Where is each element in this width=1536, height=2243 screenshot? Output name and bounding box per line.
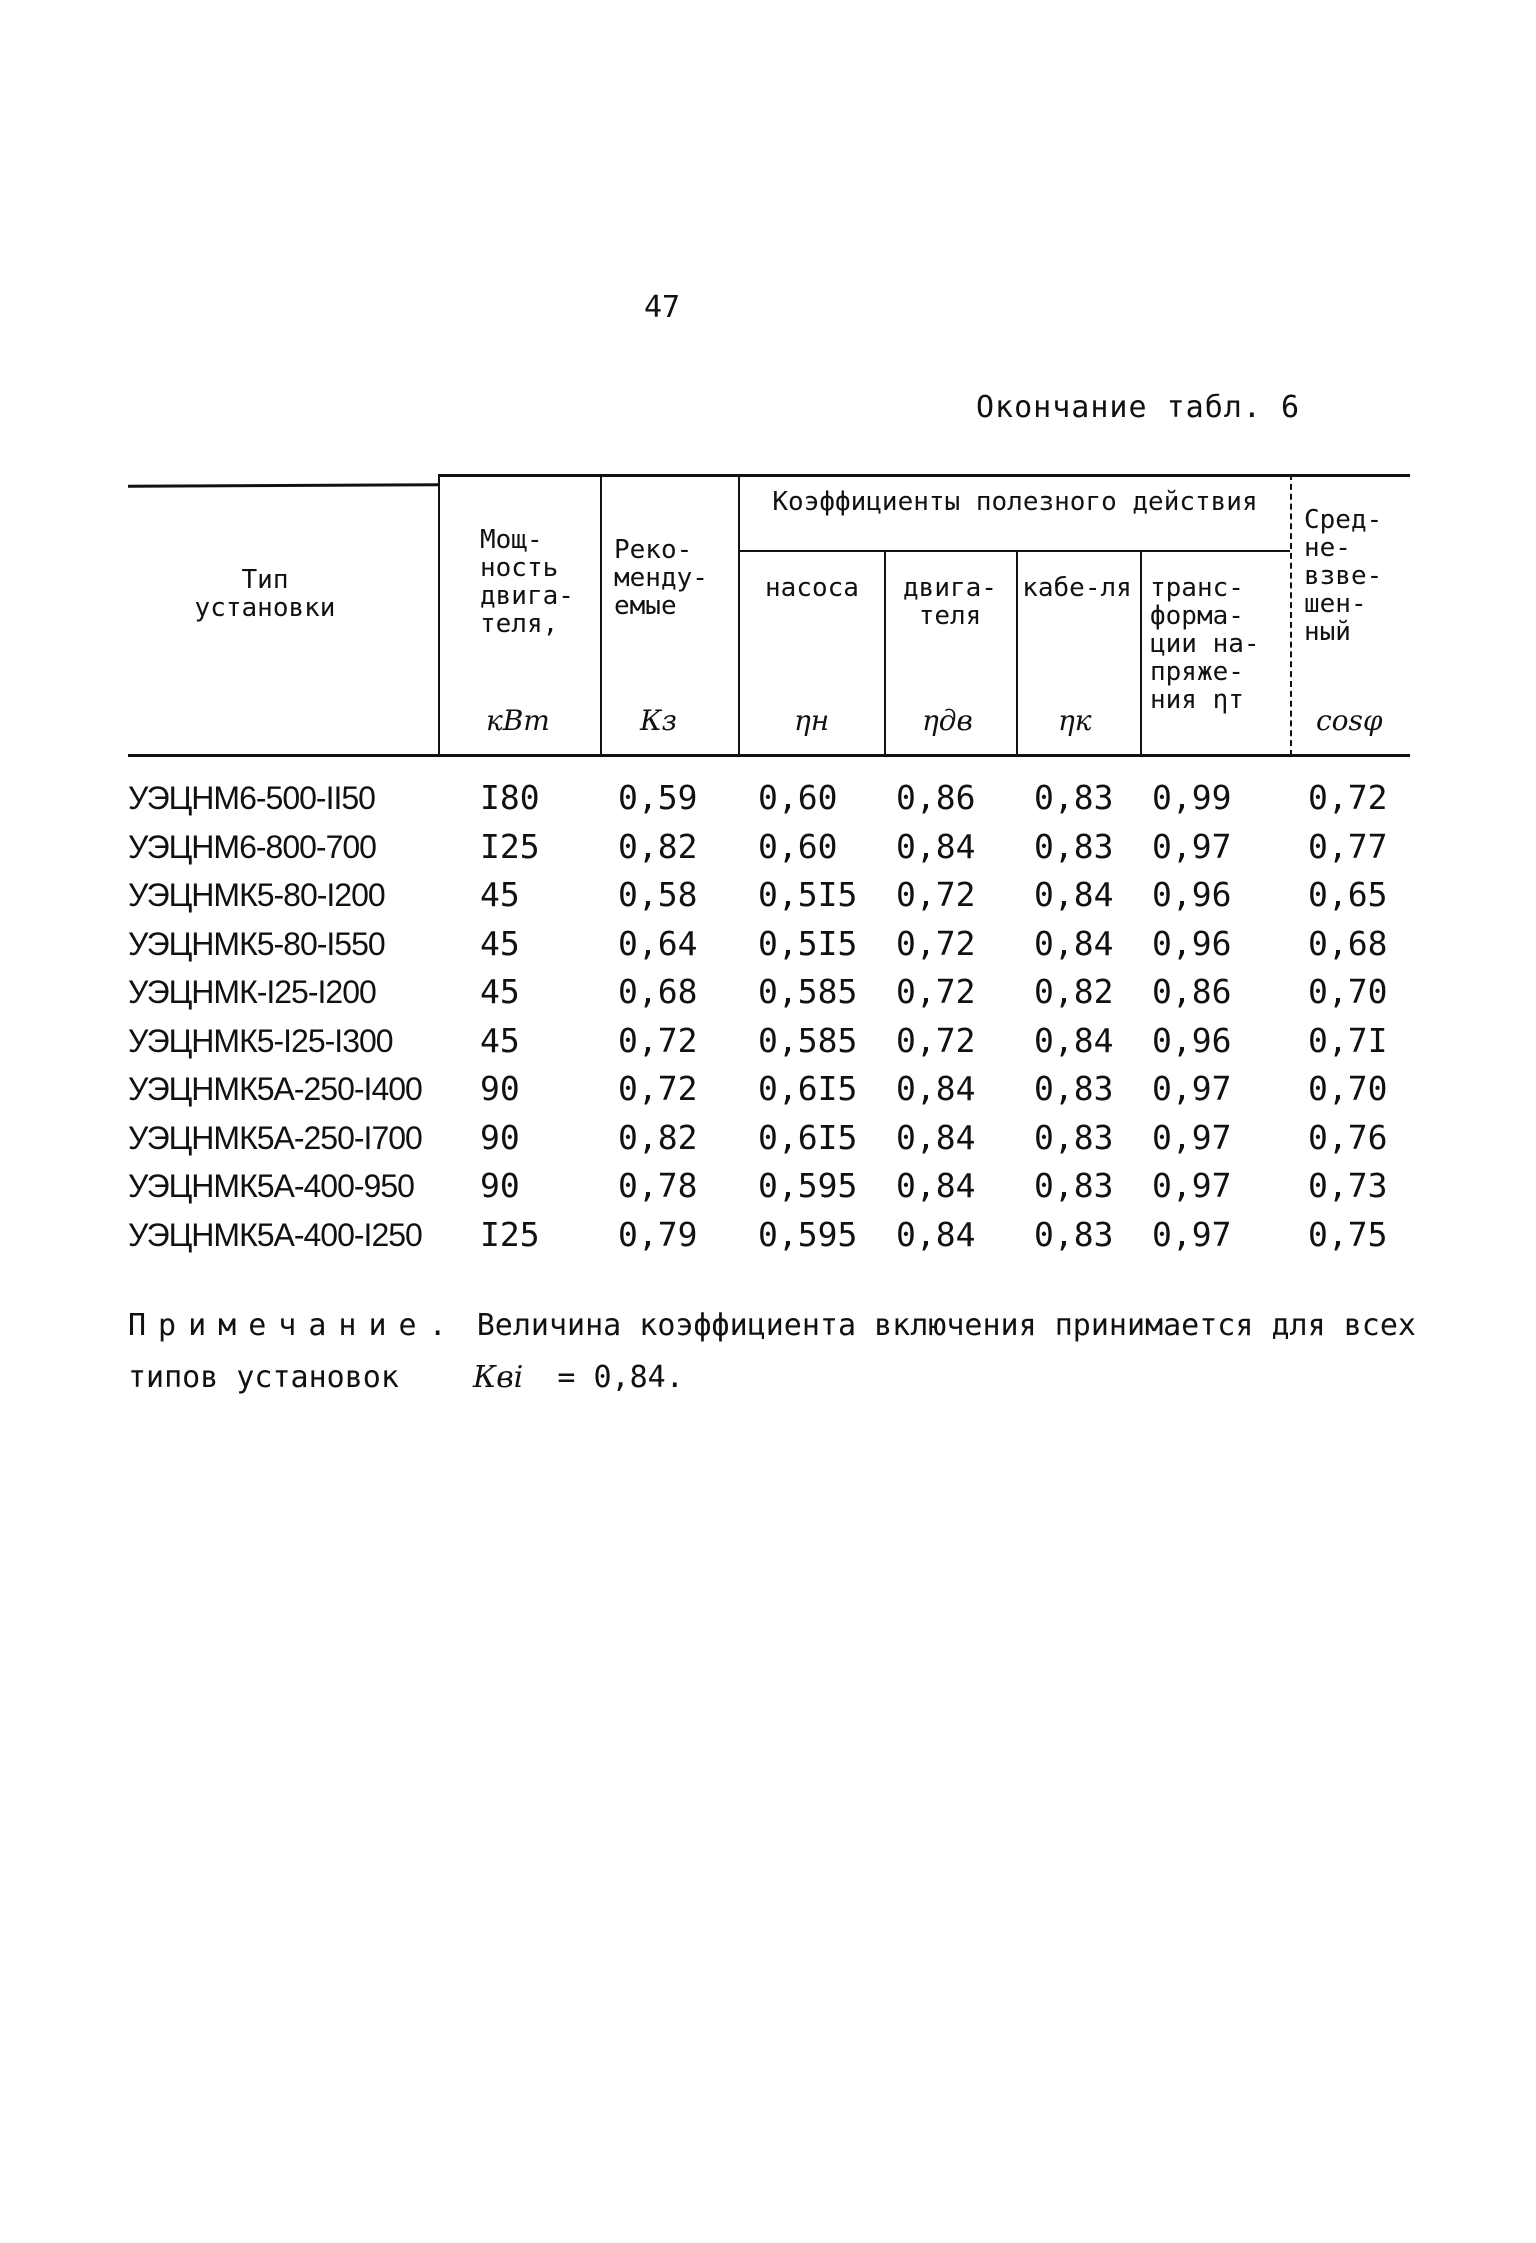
cell-transformer: 0,86: [1152, 972, 1232, 1011]
header-cable: кабе-ля: [1022, 573, 1132, 603]
header-power-unit: кВт: [486, 704, 550, 737]
cell-type: УЭЦНМК5-80-I550: [128, 925, 385, 962]
header-type: Тип установки: [194, 565, 336, 623]
cell-transformer: 0,97: [1152, 826, 1232, 866]
cell-kz: 0,72: [618, 1069, 698, 1108]
cell-kz: 0,58: [618, 875, 698, 914]
header-cos: Сред-не-взве-шен-ный: [1304, 505, 1383, 647]
cell-type: УЭЦНМК5А-400-950: [128, 1168, 414, 1204]
header-cable-sym: ηк: [1058, 704, 1092, 737]
cell-pump: 0,585: [758, 1020, 858, 1060]
column-divider: [738, 474, 740, 756]
efficiency-group-rule: [738, 550, 1290, 552]
table-caption: Окончание табл. 6: [976, 390, 1301, 425]
cell-motor: 0,72: [896, 1020, 976, 1060]
header-pump: насоса: [765, 573, 859, 603]
column-divider: [1016, 552, 1018, 756]
cell-power: I80: [480, 778, 540, 817]
cell-power: 45: [480, 1020, 520, 1060]
cell-transformer: 0,96: [1152, 1020, 1232, 1060]
cell-type: УЭЦНМК5А-250-I400: [128, 1071, 422, 1107]
cell-power: 45: [480, 972, 520, 1011]
cell-transformer: 0,96: [1152, 875, 1232, 914]
cell-kz: 0,64: [618, 923, 698, 963]
header-kz: Реко-менду-емые: [614, 535, 708, 621]
cell-pump: 0,5I5: [758, 923, 858, 963]
cell-motor: 0,84: [896, 1117, 976, 1157]
cell-pump: 0,585: [758, 972, 858, 1011]
cell-power: 90: [480, 1069, 520, 1108]
cell-kz: 0,72: [618, 1020, 698, 1060]
table-row: [128, 1211, 1408, 1260]
cell-transformer: 0,96: [1152, 923, 1232, 963]
cell-transformer: 0,99: [1152, 778, 1232, 817]
cell-cable: 0,84: [1034, 923, 1114, 963]
cell-type: УЭЦНМК5-I25-I300: [128, 1022, 393, 1059]
cell-pump: 0,5I5: [758, 875, 858, 914]
cell-transformer: 0,97: [1152, 1214, 1232, 1254]
header-efficiency-group: Коэффициенты полезного действия: [772, 487, 1258, 517]
note-value: = 0,84.: [557, 1360, 684, 1395]
cell-cable: 0,83: [1034, 1214, 1114, 1254]
column-divider: [438, 474, 440, 756]
column-divider: [1140, 552, 1142, 756]
cell-type: УЭЦНМ6-500-II50: [128, 780, 375, 816]
table-top-rule: [128, 483, 438, 488]
cell-cable: 0,82: [1034, 972, 1114, 1011]
cell-cable: 0,83: [1034, 1069, 1114, 1108]
table-row: [128, 920, 1408, 969]
cell-power: 45: [480, 875, 520, 914]
header-motor-sym: ηдв: [922, 704, 973, 737]
cell-motor: 0,84: [896, 1166, 976, 1205]
cell-transformer: 0,97: [1152, 1069, 1232, 1108]
cell-cos: 0,77: [1308, 826, 1388, 866]
cell-cos: 0,7I: [1308, 1020, 1388, 1060]
header-motor: двига-теля: [903, 573, 997, 631]
cell-motor: 0,72: [896, 923, 976, 963]
cell-cos: 0,73: [1308, 1166, 1388, 1205]
cell-cable: 0,83: [1034, 826, 1114, 866]
cell-cos: 0,72: [1308, 778, 1388, 817]
table-row: [128, 1162, 1408, 1211]
cell-cos: 0,70: [1308, 1069, 1388, 1108]
cell-cable: 0,84: [1034, 1020, 1114, 1060]
note-text: Величина коэффициента включения принимается для всех типов установок: [128, 1308, 1416, 1395]
table-row: [128, 774, 1408, 823]
cell-power: 90: [480, 1166, 520, 1205]
cell-pump: 0,60: [758, 778, 838, 817]
cell-cable: 0,83: [1034, 778, 1114, 817]
cell-pump: 0,595: [758, 1214, 858, 1254]
column-divider: [1290, 474, 1292, 756]
cell-pump: 0,6I5: [758, 1117, 858, 1157]
cell-power: I25: [480, 826, 540, 866]
cell-motor: 0,86: [896, 778, 976, 817]
header-kz-sym: Кз: [640, 704, 677, 737]
cell-motor: 0,84: [896, 826, 976, 866]
table-body: [128, 774, 1408, 1259]
table-row: [128, 871, 1408, 920]
cell-type: УЭЦНМ6-800-700: [128, 828, 376, 865]
cell-motor: 0,72: [896, 972, 976, 1011]
note-symbol: Кві: [473, 1360, 524, 1395]
cell-cable: 0,83: [1034, 1166, 1114, 1205]
cell-type: УЭЦНМК-I25-I200: [128, 974, 376, 1010]
cell-kz: 0,59: [618, 778, 698, 817]
header-transformer: транс-форма-ции на-пряже-ния ηт: [1150, 573, 1260, 715]
cell-motor: 0,84: [896, 1069, 976, 1108]
header-power: Мощ-ность двига-теля,: [480, 525, 574, 639]
cell-cos: 0,65: [1308, 875, 1388, 914]
cell-power: I25: [480, 1214, 540, 1254]
cell-type: УЭЦНМК5А-400-I250: [128, 1216, 422, 1253]
cell-type: УЭЦНМК5А-250-I700: [128, 1119, 422, 1156]
table-note: [128, 1300, 1428, 1404]
cell-transformer: 0,97: [1152, 1166, 1232, 1205]
cell-pump: 0,595: [758, 1166, 858, 1205]
header-bottom-rule: [128, 754, 1410, 757]
cell-type: УЭЦНМК5-80-I200: [128, 877, 385, 913]
table-row: [128, 1065, 1408, 1114]
cell-power: 90: [480, 1117, 520, 1157]
table-top-rule: [438, 474, 1410, 477]
cell-cos: 0,75: [1308, 1214, 1388, 1254]
table-row: [128, 1114, 1408, 1163]
cell-pump: 0,60: [758, 826, 838, 866]
cell-pump: 0,6I5: [758, 1069, 858, 1108]
header-pump-sym: ηн: [794, 704, 830, 737]
note-heading: Примечание.: [128, 1308, 459, 1343]
cell-cable: 0,84: [1034, 875, 1114, 914]
cell-cos: 0,76: [1308, 1117, 1388, 1157]
cell-kz: 0,78: [618, 1166, 698, 1205]
cell-cable: 0,83: [1034, 1117, 1114, 1157]
cell-motor: 0,72: [896, 875, 976, 914]
page-number: 47: [644, 290, 681, 325]
table-row: [128, 1017, 1408, 1066]
table-row: [128, 823, 1408, 872]
cell-kz: 0,82: [618, 826, 698, 866]
cell-power: 45: [480, 923, 520, 963]
cell-kz: 0,82: [618, 1117, 698, 1157]
cell-motor: 0,84: [896, 1214, 976, 1254]
cell-cos: 0,70: [1308, 972, 1388, 1011]
table-row: [128, 968, 1408, 1017]
cell-transformer: 0,97: [1152, 1117, 1232, 1157]
header-cos-sym: cosφ: [1316, 704, 1383, 737]
cell-cos: 0,68: [1308, 923, 1388, 963]
cell-kz: 0,68: [618, 972, 698, 1011]
cell-kz: 0,79: [618, 1214, 698, 1254]
column-divider: [600, 474, 602, 756]
